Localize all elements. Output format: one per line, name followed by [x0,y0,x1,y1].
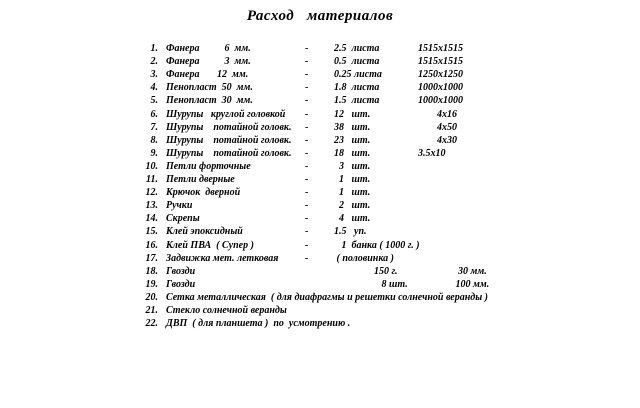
item-number: 11. [146,174,158,185]
item-number: 9. [150,147,158,159]
item-dash: - [305,134,309,146]
item-name: Крючок дверной [166,187,241,199]
item-dash: - [305,121,309,133]
item-number: 21. [145,305,158,316]
item-name: Фанера 6 мм. [166,43,251,54]
item-quantity: 4 шт. [334,213,371,225]
item-number: 19. [145,278,158,290]
item-number: 3. [150,69,158,81]
item-quantity: 38 шт. [334,121,371,133]
item-dash: - [305,252,309,264]
item-quantity: 8 шт. [334,278,408,290]
item-dash: - [305,43,309,54]
item-name: Клей ПВА ( Супер ) [166,239,254,251]
list-item [0,186,640,199]
item-number: 5. [150,95,158,107]
item-dash: - [305,56,309,68]
list-item [0,68,640,81]
item-quantity: 150 г. [334,265,398,277]
item-name: Клей эпоксидный [166,226,243,238]
item-dimensions: 1000х1000 [418,82,463,94]
item-dash: - [305,95,309,107]
item-dimensions: 4х50 [437,121,457,133]
list-item [0,199,640,212]
item-quantity: ( половинка ) [334,252,395,264]
item-quantity: 18 шт. [334,147,371,159]
list-item [0,147,640,160]
item-dimensions: 1250х1250 [418,69,463,81]
item-number: 8. [150,134,158,146]
list-item [0,265,640,278]
list-item [0,304,640,317]
item-name: Петли форточные [166,160,251,172]
item-name: ДВП ( для планшета ) по усмотрению . [166,318,351,330]
list-item [0,252,640,265]
list-item [0,81,640,94]
item-name: Гвозди [166,265,196,277]
item-dash: - [305,187,309,199]
item-number: 13. [145,200,158,212]
item-quantity: 1 шт. [334,187,371,199]
item-quantity: 1.8 листа [334,82,380,94]
item-dash: - [305,69,309,81]
item-number: 6. [150,108,158,120]
item-number: 12. [145,187,158,199]
item-dash: - [305,160,309,172]
item-number: 15. [145,226,158,238]
item-number: 4. [150,82,158,94]
item-name: Фанера 12 мм. [166,69,249,81]
item-name: Задвижка мет. летковая [166,252,279,264]
item-dimensions: 1515х1515 [418,56,463,68]
list-item [0,291,640,304]
item-name: Ручки [166,200,193,212]
item-quantity: 0.5 листа [334,56,380,68]
item-number: 17. [145,252,158,264]
item-quantity: 12 шт. [334,108,371,120]
item-name: Сетка металлическая ( для диафрагмы и решетки солнечной веранды ) [166,291,489,303]
item-name: Шурупы потайной головк. [166,121,292,133]
item-name: Скрепы [166,213,200,225]
item-quantity: 2.5 листа [334,43,380,54]
item-number: 1. [150,43,158,54]
item-dimensions: 3.5х10 [418,147,446,159]
item-quantity: 1 шт. [334,174,371,185]
item-number: 2. [150,56,158,68]
item-number: 7. [150,121,158,133]
list-item [0,173,640,186]
item-dimensions: 1515х1515 [418,43,463,54]
item-dash: - [305,174,309,185]
list-item [0,55,640,68]
item-name: Шурупы потайной головк. [166,147,292,159]
list-item [0,121,640,134]
item-number: 22. [145,318,158,330]
item-dimensions: 4х30 [437,134,457,146]
item-dash: - [305,213,309,225]
item-name: Стекло солнечной веранды [166,305,287,316]
item-number: 14. [145,213,158,225]
item-dash: - [305,200,309,212]
item-quantity: 23 шт. [334,134,371,146]
list-item [0,317,640,330]
item-dimensions: 100 мм. [418,278,490,290]
item-dash: - [305,226,309,238]
item-dimensions: 4х16 [437,108,457,120]
list-item [0,134,640,147]
item-quantity: 1 банка ( 1000 г. ) [334,239,420,251]
list-item [0,225,640,238]
list-item [0,42,640,55]
item-name: Фанера 3 мм. [166,56,251,68]
list-item [0,108,640,121]
item-name: Пенопласт 50 мм. [166,82,253,94]
list-item [0,160,640,173]
item-number: 18. [145,265,158,277]
item-number: 10. [145,160,158,172]
item-dash: - [305,108,309,120]
item-number: 16. [145,239,158,251]
item-dash: - [305,82,309,94]
item-quantity: 1.5 листа [334,95,380,107]
item-dimensions: 30 мм. [418,265,487,277]
list-item [0,94,640,107]
list-item [0,278,640,291]
item-dash: - [305,147,309,159]
item-dash: - [305,239,309,251]
item-quantity: 0.25 листа [334,69,382,81]
item-name: Пенопласт 30 мм. [166,95,253,107]
item-name: Петли дверные [166,174,235,185]
item-name: Шурупы потайной головк. [166,134,292,146]
item-quantity: 1.5 уп. [334,226,367,238]
item-quantity: 2 шт. [334,200,371,212]
item-dimensions: 1000х1000 [418,95,463,107]
item-number: 20. [145,291,158,303]
item-quantity: 3 шт. [334,160,371,172]
list-item [0,212,640,225]
list-item [0,239,640,252]
item-name: Гвозди [166,278,196,290]
page-title: Расход материалов [246,8,394,24]
item-name: Шурупы круглой головкой [166,108,286,120]
